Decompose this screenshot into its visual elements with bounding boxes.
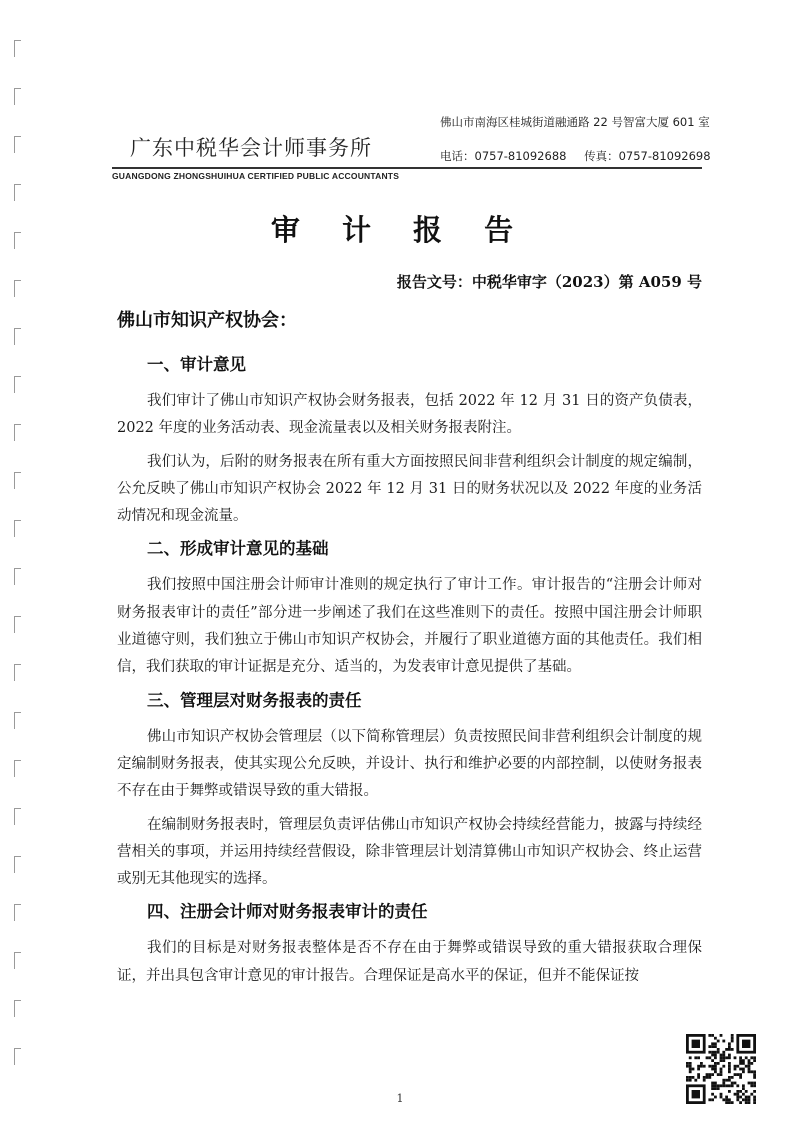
- binding-mark: [14, 616, 21, 633]
- binding-mark: [14, 376, 21, 393]
- binding-mark: [14, 88, 21, 105]
- firm-english-name: GUANGDONG ZHONGSHUIHUA CERTIFIED PUBLIC ACCOUNTANTS: [112, 171, 400, 181]
- binding-mark: [14, 664, 21, 681]
- section-auditor-responsibility: [117, 899, 702, 990]
- section-heading: 四、注册会计师对财务报表审计的责任: [147, 902, 428, 922]
- report-body: [117, 352, 702, 996]
- binding-mark: [14, 712, 21, 729]
- section-basis-for-opinion: [117, 536, 702, 681]
- document-title: 审 计 报 告: [270, 213, 530, 247]
- binding-mark: [14, 904, 21, 921]
- paragraph: 我们认为，后附的财务报表在所有重大方面按照民间非营利组织会计制度的规定编制，公允反映了佛山市知识产权协会 2022 年 12 月 31 日的财务状况以及 2022 年度的业务活动情况和现金流量。: [117, 453, 702, 525]
- header-rule: [112, 167, 702, 169]
- binding-mark: [14, 568, 21, 585]
- binding-mark: [14, 808, 21, 825]
- section-heading: 三、管理层对财务报表的责任: [147, 690, 362, 710]
- firm-phone: 电话：0757-81092688: [440, 149, 567, 163]
- binding-mark: [14, 856, 21, 873]
- binding-mark: [14, 520, 21, 537]
- paragraph: 佛山市知识产权协会管理层（以下简称管理层）负责按照民间非营利组织会计制度的规定编制财务报表，使其实现公允反映，并设计、执行和维护必要的内部控制，以使财务报表不存在由于舞弊或错误导致的重大错报。: [117, 728, 702, 800]
- binding-mark: [14, 760, 21, 777]
- firm-name: 广东中税华会计师事务所: [130, 136, 372, 160]
- binding-mark: [14, 280, 21, 297]
- addressee: 佛山市知识产权协会：: [117, 310, 297, 331]
- binding-mark: [14, 40, 21, 57]
- binding-mark: [14, 184, 21, 201]
- firm-address: 佛山市南海区桂城街道融通路 22 号智富大厦 601 室: [440, 115, 710, 129]
- binding-mark: [14, 952, 21, 969]
- section-audit-opinion: [117, 352, 702, 530]
- section-management-responsibility: [117, 688, 702, 894]
- binding-mark: [14, 136, 21, 153]
- firm-contact: [440, 148, 725, 164]
- firm-fax: 传真：0757-81092698: [584, 149, 711, 163]
- paragraph: 我们审计了佛山市知识产权协会财务报表，包括 2022 年 12 月 31 日的资产负债表，2022 年度的业务活动表、现金流量表以及相关财务报表附注。: [117, 393, 702, 437]
- binding-mark: [14, 328, 21, 345]
- binding-margin-marks: [14, 40, 26, 1100]
- page-number: 1: [396, 1092, 404, 1105]
- qr-code: [686, 1034, 756, 1104]
- report-number: 报告文号：中税华审字（2023）第 A059 号: [396, 273, 702, 291]
- section-heading: 一、审计意见: [147, 355, 246, 374]
- binding-mark: [14, 472, 21, 489]
- binding-mark: [14, 424, 21, 441]
- paragraph: 我们的目标是对财务报表整体是否不存在由于舞弊或错误导致的重大错报获取合理保证，并出具包含审计意见的审计报告。合理保证是高水平的保证，但并不能保证按: [117, 940, 702, 984]
- binding-mark: [14, 1048, 21, 1065]
- paragraph: 我们按照中国注册会计师审计准则的规定执行了审计工作。审计报告的“注册会计师对财务报表审计的责任”部分进一步阐述了我们在这些准则下的责任。按照中国注册会计师职业道德守则，我们独立于佛山市知识产权协会，并履行了职业道德方面的其他责任。我们相信，我们获取的审计证据是充分、适当的，为发表审计意见提供了基础。: [117, 577, 702, 676]
- paragraph: 在编制财务报表时，管理层负责评估佛山市知识产权协会持续经营能力，披露与持续经营相关的事项，并运用持续经营假设，除非管理层计划清算佛山市知识产权协会、终止运营或别无其他现实的选择。: [117, 816, 702, 888]
- section-heading: 二、形成审计意见的基础: [147, 539, 329, 559]
- binding-mark: [14, 1000, 21, 1017]
